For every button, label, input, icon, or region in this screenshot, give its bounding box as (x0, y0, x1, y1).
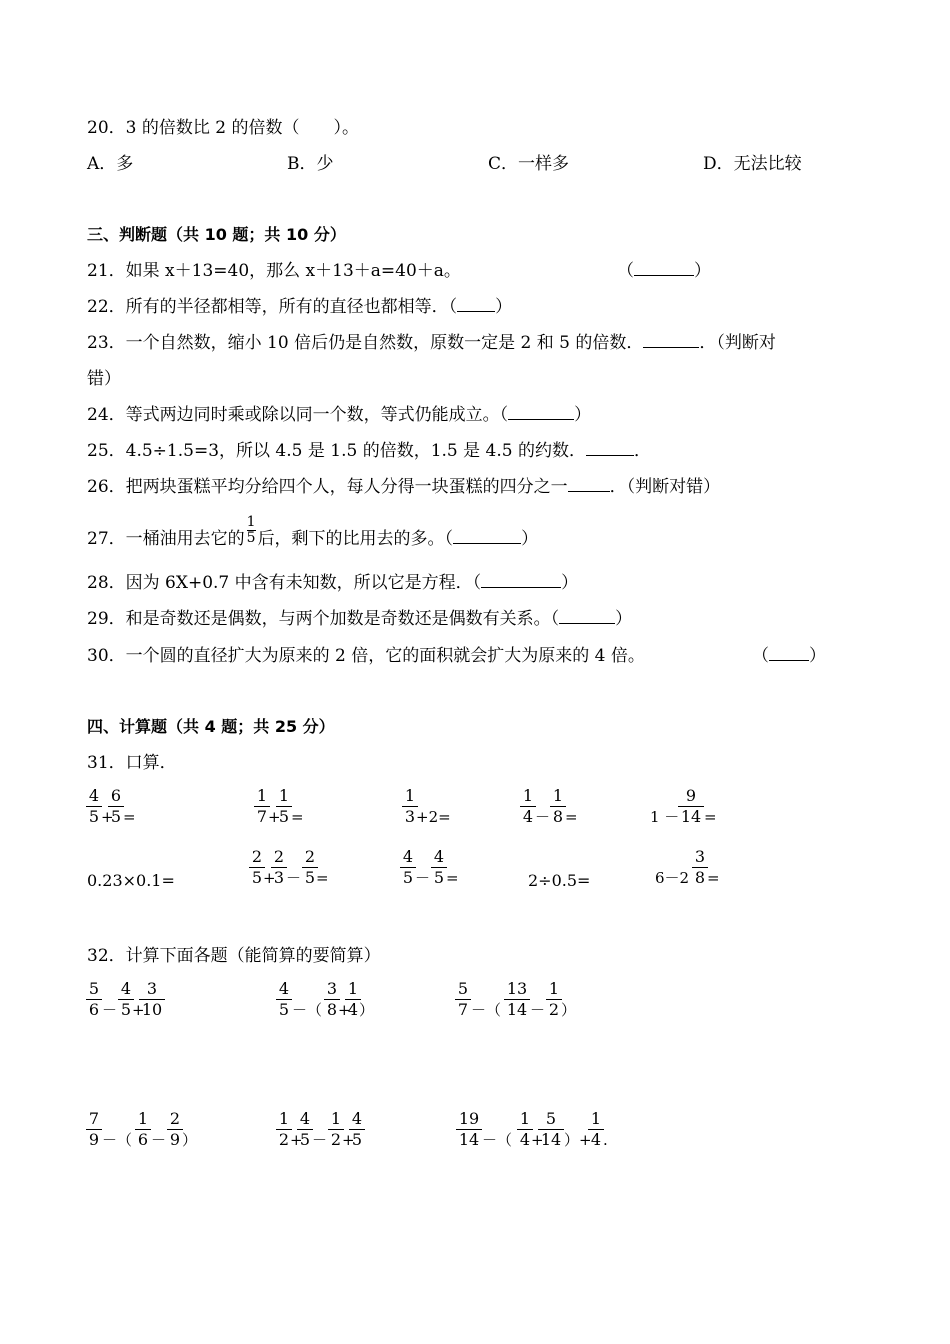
section-4-title: 四、计算题（共 4 题；共 25 分） (87, 717, 335, 736)
section-3-title: 三、判断题（共 10 题；共 10 分） (87, 225, 346, 244)
calc-31i: 2÷0.5= (528, 871, 591, 890)
question-20: 20．3 的倍数比 2 的倍数（ ）。 (87, 118, 359, 138)
option-d: D．无法比较 (703, 154, 802, 174)
question-25: 25．4.5÷1.5=3，所以 4.5 是 1.5 的倍数，1.5 是 4.5 的约数． ． (87, 441, 651, 461)
answer-30: （ ） (752, 646, 826, 666)
option-a: A．多 (87, 154, 134, 174)
option-b: B．少 (287, 154, 334, 174)
question-32: 32．计算下面各题（能简算的要简算） (87, 946, 381, 966)
question-27: 27．一桶油用去它的 $\frac{1}{5}$ 后，剩下的比用去的多。（ ） (87, 514, 539, 549)
calc-31f: 0.23×0.1= (87, 871, 175, 890)
question-21: 21．如果 x＋13=40，那么 x＋13＋a=40＋a。 (87, 261, 461, 281)
question-31: 31．口算． (87, 753, 177, 773)
question-29: 29．和是奇数还是偶数，与两个加数是奇数还是偶数有关系。（ ） (87, 609, 633, 629)
question-23-line2: 错） (87, 369, 121, 389)
question-23: 23．一个自然数，缩小 10 倍后仍是自然数，原数一定是 2 和 5 的倍数． ．（判断对 (87, 333, 776, 353)
question-26: 26．把两块蛋糕平均分给四个人，每人分得一块蛋糕的四分之一 ．（判断对错） (87, 477, 721, 497)
question-22: 22．所有的半径都相等，所有的直径也都相等．（ ） (87, 297, 513, 317)
option-c: C．一样多 (488, 154, 570, 174)
answer-21: （ ） (617, 261, 711, 281)
question-30: 30．一个圆的直径扩大为原来的 2 倍，它的面积就会扩大为原来的 4 倍。 (87, 646, 645, 666)
question-28: 28．因为 6X+0.7 中含有未知数，所以它是方程．（ ） (87, 573, 579, 593)
question-24: 24．等式两边同时乘或除以同一个数，等式仍能成立。（ ） (87, 405, 592, 425)
